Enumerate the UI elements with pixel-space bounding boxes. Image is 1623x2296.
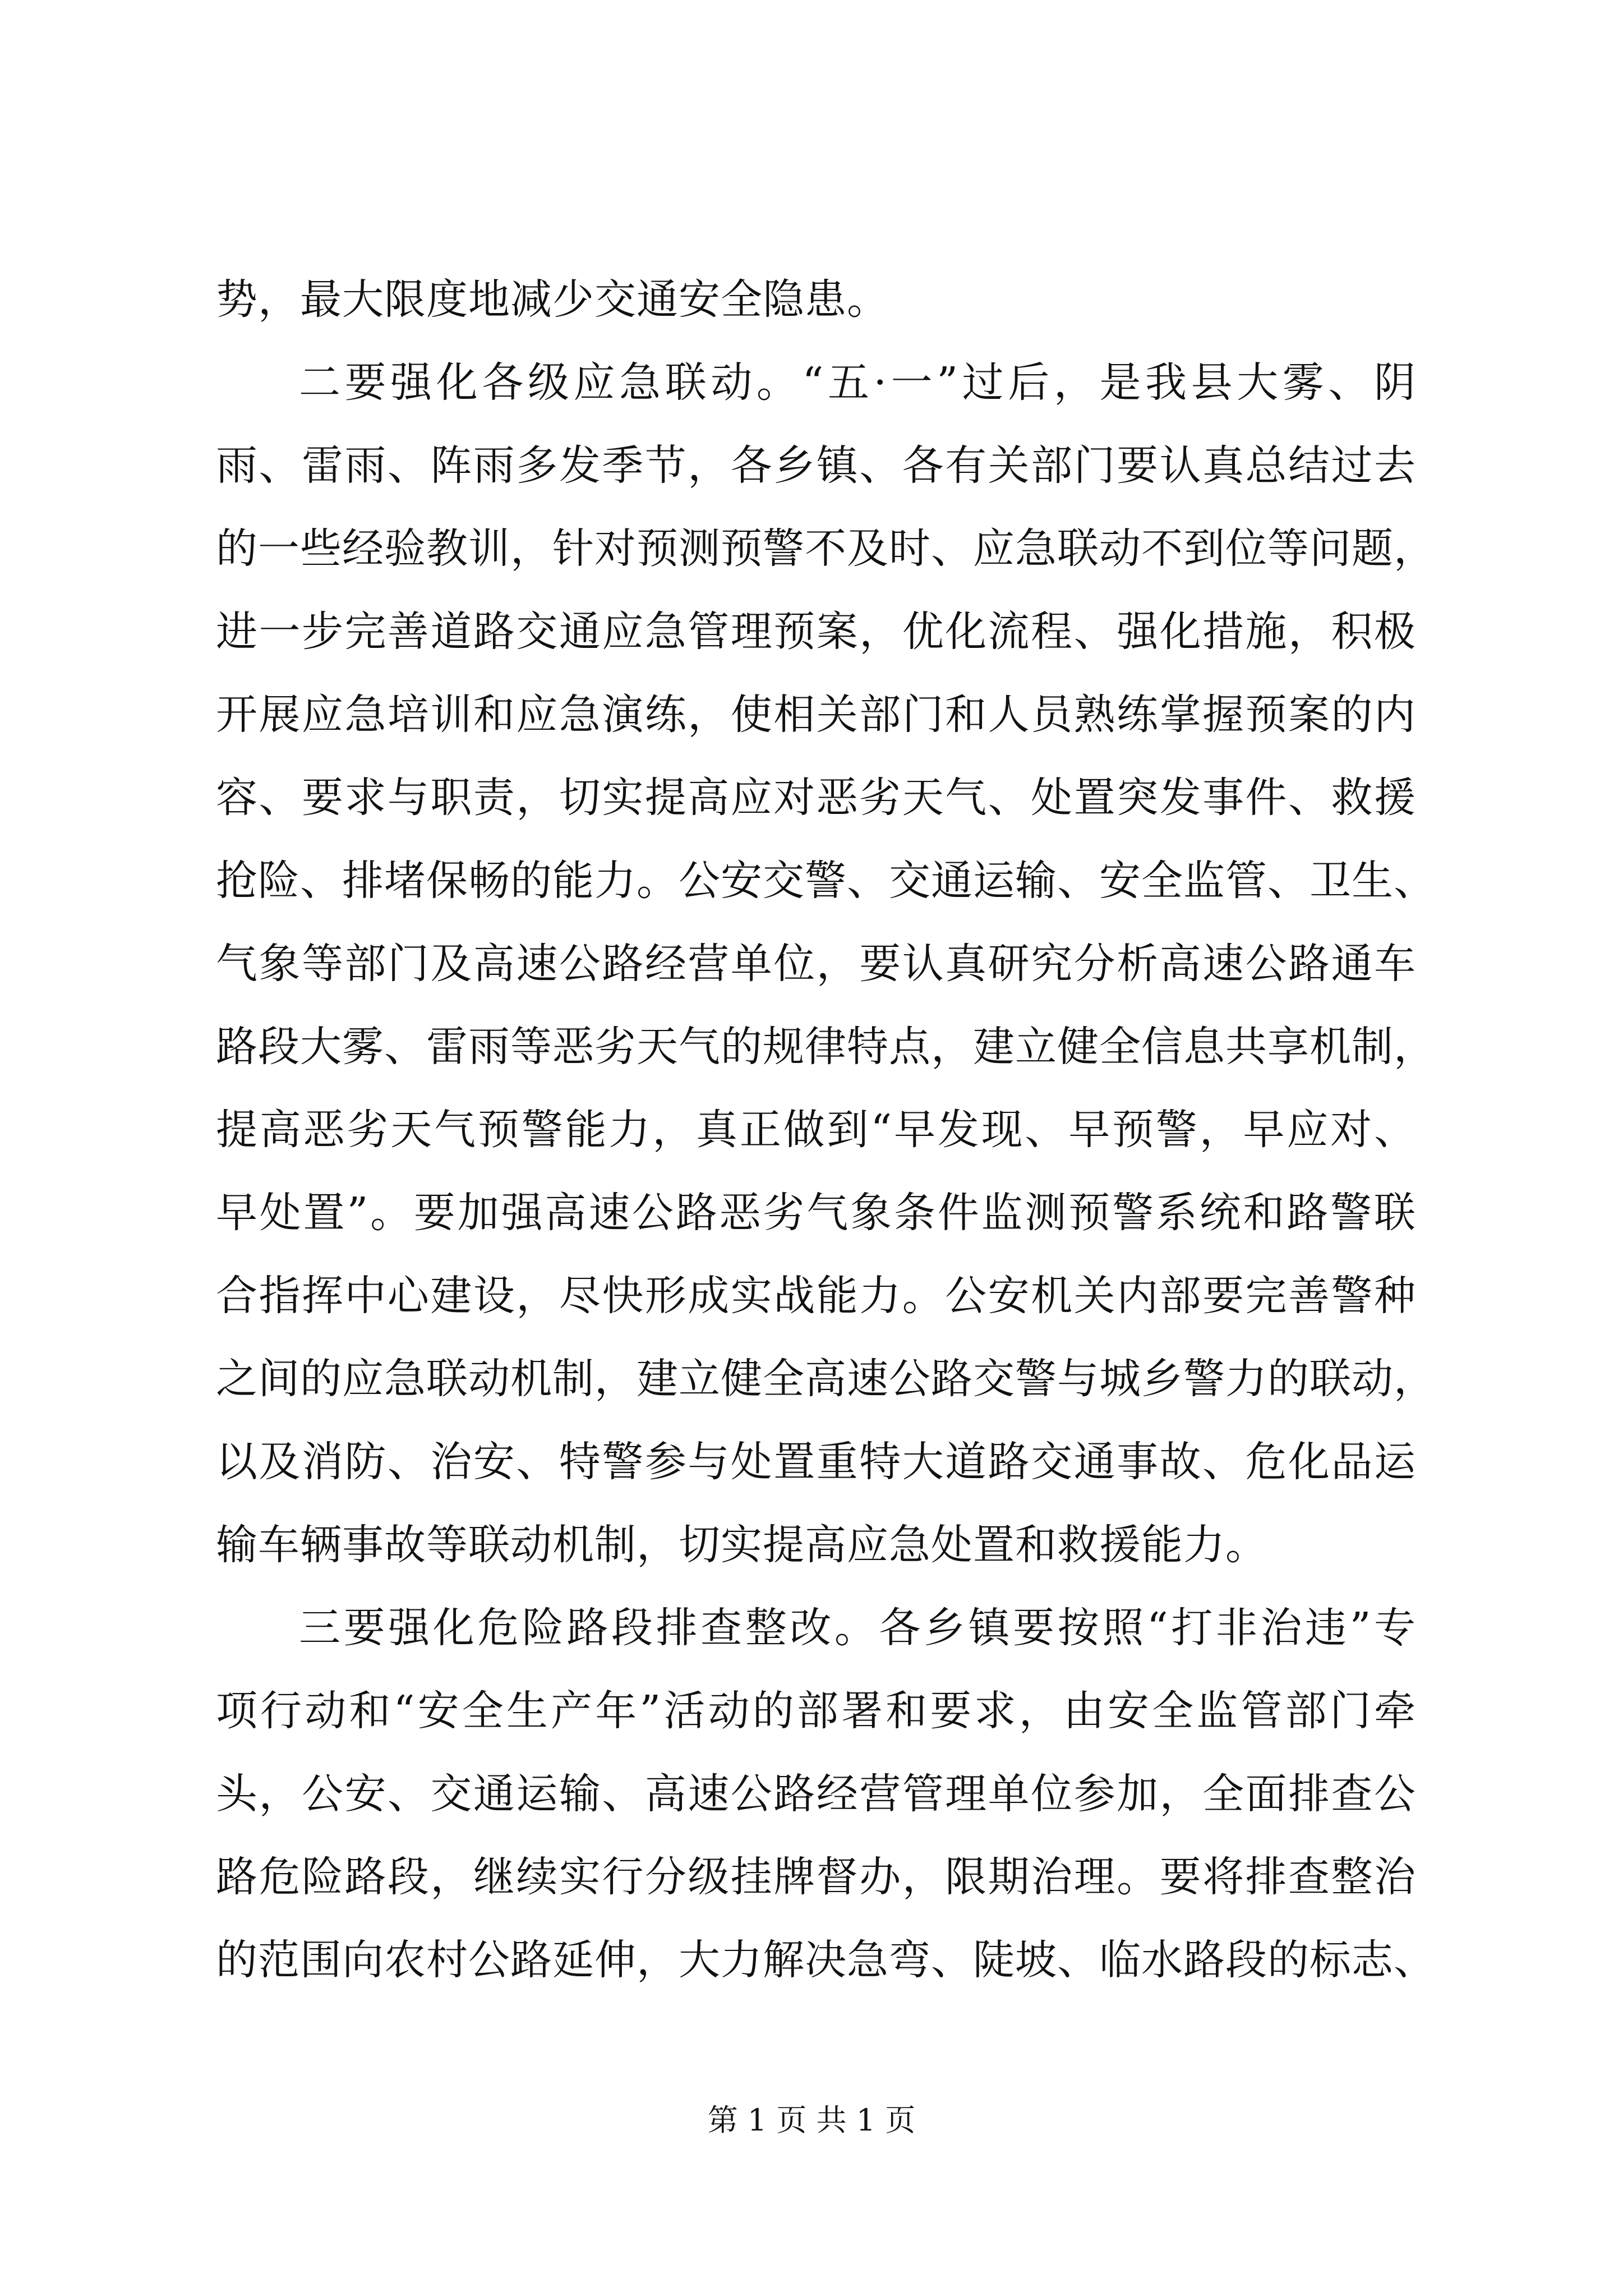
text-line: 进一步完善道路交通应急管理预案，优化流程、强化措施，积极 (216, 608, 1416, 656)
text-line: 气象等部门及高速公路经营单位，要认真研究分析高速公路通车 (216, 940, 1416, 988)
text-line: 的范围向农村公路延伸，大力解决急弯、陡坡、临水路段的标志、 (216, 1936, 1436, 1984)
text-line: 早处置”。要加强高速公路恶劣气象条件监测预警系统和路警联 (216, 1189, 1416, 1237)
page-footer (0, 2098, 1623, 2143)
text-line: 势，最大限度地减少交通安全隐患。 (216, 275, 889, 324)
text-line: 路段大雾、雷雨等恶劣天气的规律特点，建立健全信息共享机制， (216, 1023, 1436, 1071)
text-line: 以及消防、治安、特警参与处置重特大道路交通事故、危化品运 (216, 1438, 1416, 1486)
document-body (216, 258, 1436, 2001)
text-line: 路危险路段，继续实行分级挂牌督办，限期治理。要将排查整治 (216, 1853, 1416, 1901)
text-line: 项行动和“安全生产年”活动的部署和要求，由安全监管部门牵 (216, 1687, 1416, 1735)
text-line: 开展应急培训和应急演练，使相关部门和人员熟练掌握预案的内 (216, 691, 1416, 739)
text-line: 雨、雷雨、阵雨多发季节，各乡镇、各有关部门要认真总结过去 (216, 441, 1416, 490)
text-line: 合指挥中心建设，尽快形成实战能力。公安机关内部要完善警种 (216, 1272, 1416, 1320)
text-line: 抢险、排堵保畅的能力。公安交警、交通运输、安全监管、卫生、 (216, 857, 1436, 905)
text-line: 输车辆事故等联动机制，切实提高应急处置和救援能力。 (216, 1521, 1267, 1569)
text-line: 提高恶劣天气预警能力，真正做到“早发现、早预警，早应对、 (216, 1106, 1416, 1154)
text-line: 头，公安、交通运输、高速公路经营管理单位参加，全面排查公 (216, 1770, 1416, 1818)
text-line: 容、要求与职责，切实提高应对恶劣天气、处置突发事件、救援 (216, 774, 1416, 822)
text-line: 的一些经验教训，针对预测预警不及时、应急联动不到位等问题， (216, 524, 1436, 573)
paragraph-start-line: 三要强化危险路段排查整改。各乡镇要按照“打非治违”专 (299, 1604, 1416, 1652)
paragraph-start-line: 二要强化各级应急联动。“五·一”过后，是我县大雾、阴 (299, 358, 1416, 407)
page-number: 第 1 页 共 1 页 (707, 2102, 916, 2138)
text-line: 之间的应急联动机制，建立健全高速公路交警与城乡警力的联动， (216, 1355, 1436, 1403)
